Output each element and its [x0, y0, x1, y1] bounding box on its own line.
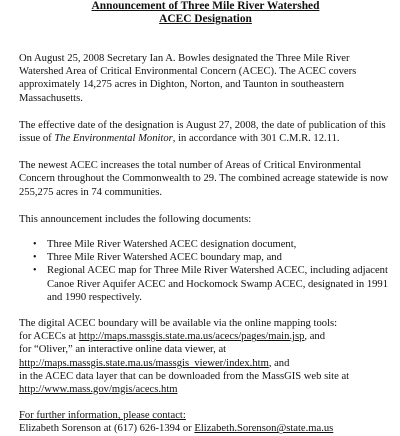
massgis-acecs-link[interactable]: http://www.mass.gov/mgis/acecs.htm — [19, 384, 178, 396]
contact-section — [19, 409, 392, 435]
list-item — [33, 238, 392, 251]
oliver-viewer-text: for “Oliver,” an interactive online data viewer, at — [19, 344, 227, 356]
acreage-paragraph: The newest ACEC increases the total number of Areas of Critical Environmental Concern throughout the Commonwealth to 29. The combined acreage statewide is now 255,275 acres in 74 communities. — [19, 160, 389, 198]
contact-heading: For further information, please contact: — [19, 410, 186, 422]
bullet-icon: • — [33, 265, 37, 277]
list-item-text: Three Mile River Watershed ACEC designation document, — [47, 239, 297, 251]
list-item — [33, 251, 392, 264]
title-line-1: Announcement of Three Mile River Watershed — [91, 0, 320, 12]
documents-intro: This announcement includes the following documents: — [19, 213, 252, 225]
oliver-viewer-text-end: , and — [268, 357, 290, 369]
documents-list — [19, 238, 392, 304]
acecs-map-link[interactable]: http://maps.massgis.state.ma.us/acecs/pages/main.jsp — [78, 331, 305, 343]
mapping-tools-intro: The digital ACEC boundary will be available via the online mapping tools: — [19, 318, 338, 330]
bullet-icon: • — [33, 239, 37, 251]
designation-paragraph: On August 25, 2008 Secretary Ian A. Bowles designated the Three Mile River Watershed Area of Critical Environmental Concern (ACEC). The ACEC covers approximately 14,275 acres in Dighton, Norton, and Taunton in southeastern Massachusetts. — [19, 53, 357, 104]
effective-date-text: The effective date of the designation is August 27, 2008, the date of publication of this issue of — [19, 119, 386, 145]
contact-text: Elizabeth Sorenson at (617) 626-1394 or — [19, 423, 195, 435]
effective-date-paragraph — [19, 119, 392, 145]
bullet-icon: • — [33, 252, 37, 264]
page-title — [19, 0, 392, 26]
oliver-viewer-link[interactable]: http://maps.massgis.state.ma.us/massgis_viewer/index.htm — [19, 357, 269, 369]
list-item-text: Three Mile River Watershed ACEC boundary map, and — [47, 252, 282, 264]
effective-date-text-end: , in accordance with 301 C.M.R. 12.11. — [172, 133, 340, 145]
title-line-2: ACEC Designation — [159, 13, 252, 25]
acecs-tool-text-end: , and — [304, 331, 325, 343]
acecs-tool-text: for ACECs at — [19, 331, 79, 343]
mapping-tools-paragraph — [19, 317, 392, 396]
list-item-text: Regional ACEC map for Three Mile River Watershed ACEC, including adjacent Canoe River Aquifer ACEC and Hockomock Swamp ACEC, designated in 1991 and 1990 respectively. — [47, 265, 389, 303]
publication-title: The Environmental Monitor — [54, 133, 173, 145]
data-layer-text: in the ACEC data layer that can be downloaded from the MassGIS web site at — [19, 370, 350, 382]
list-item — [33, 264, 392, 304]
contact-email-link[interactable]: Elizabeth.Sorenson@state.ma.us — [194, 423, 334, 435]
